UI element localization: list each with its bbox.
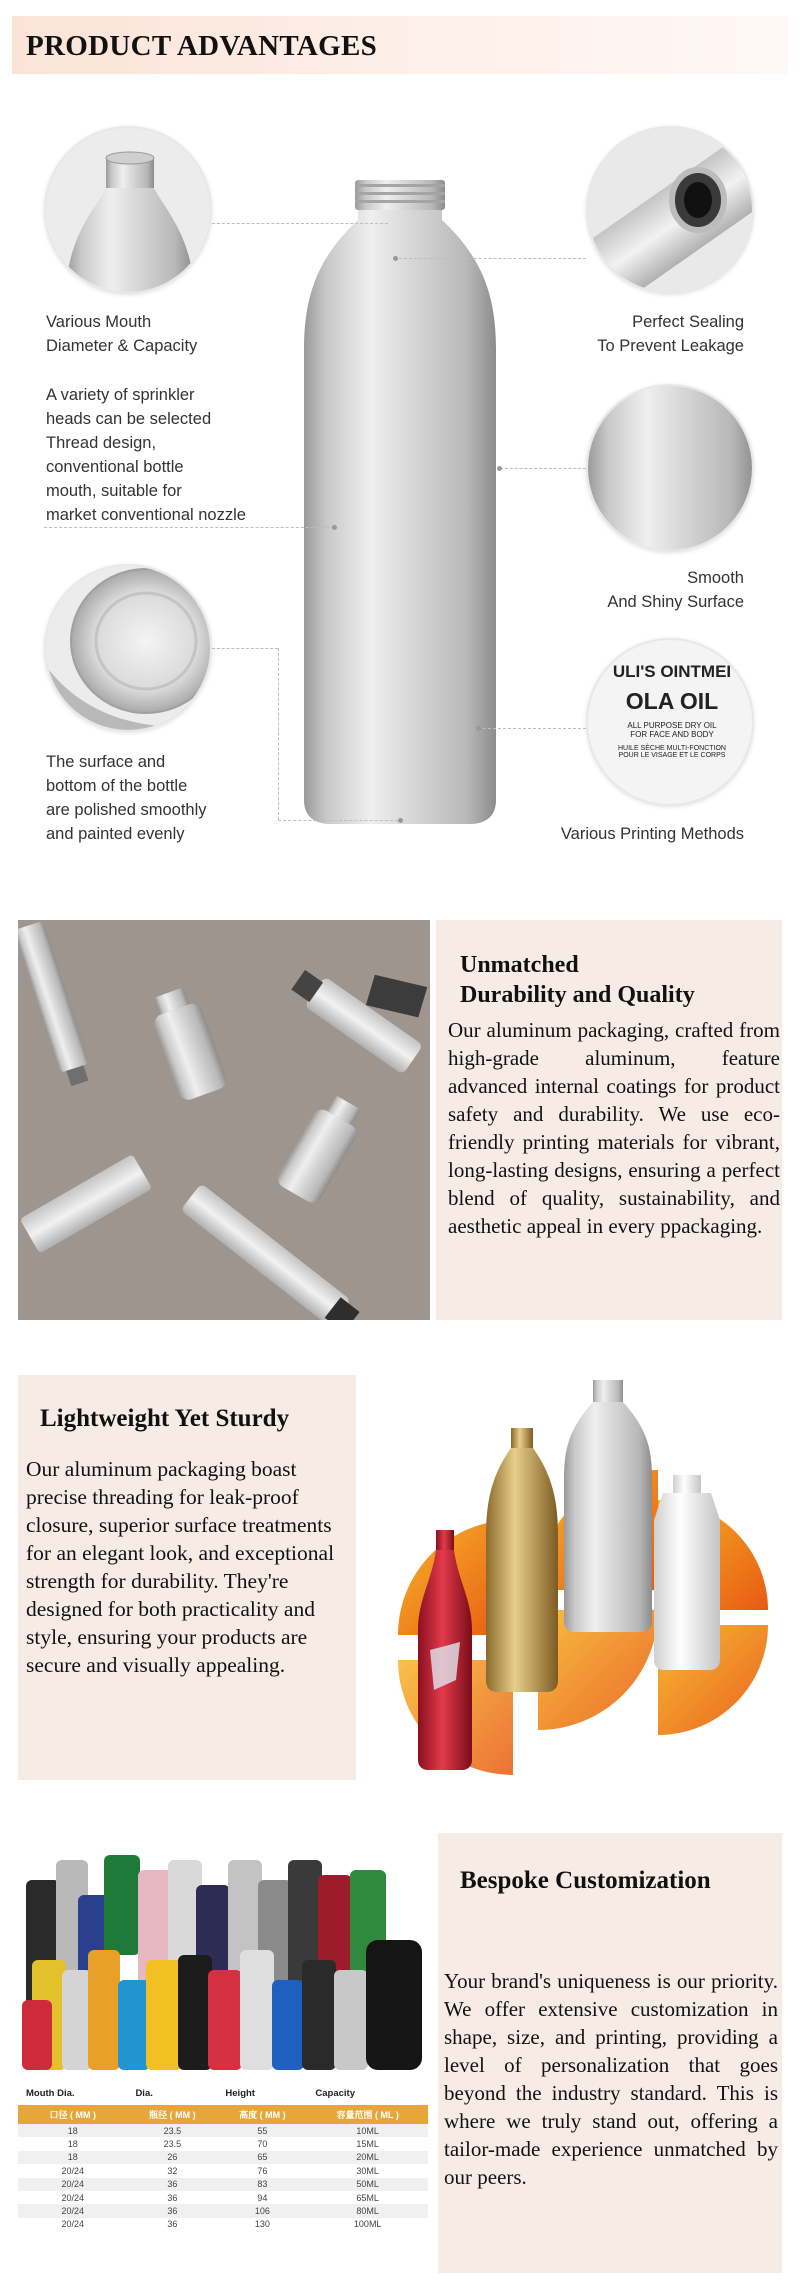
leader-dot (476, 726, 481, 731)
table-row (18, 2124, 428, 2137)
label-line-1: ULI'S OINTMEI (612, 662, 732, 681)
spec-table (18, 2082, 428, 2231)
aluminum-bottle-image (300, 180, 500, 825)
sealing-detail-image (586, 126, 754, 294)
table-cell: 80ML (307, 2204, 428, 2217)
section-header (12, 16, 788, 74)
table-cell: 32 (167, 2165, 178, 2176)
table-cell: 55 (217, 2124, 307, 2137)
mouth-feature-text: Various Mouth Diameter & Capacity (46, 313, 198, 355)
table-cell: 18 (18, 2124, 127, 2137)
lightweight-body: Our aluminum packaging boast precise threading for leak-proof closure, superior surface treatments for an elegant look, and exceptional strength for durability. They're designed for both practicality and style, ensuring your products are secure and visually appealing. (26, 1457, 335, 1677)
table-cell: 20/24 (61, 2165, 84, 2176)
bespoke-panel (438, 1833, 782, 2273)
table-cell: 20/24 (61, 2219, 84, 2230)
label-line-6: POUR LE VISAGE ET LE CORPS (618, 752, 726, 759)
table-cell: 23.5 (163, 2139, 182, 2150)
table-cell: 36 (167, 2219, 178, 2230)
table-row (18, 2178, 428, 2191)
leader-line (500, 468, 586, 469)
bespoke-product-photo (18, 1840, 428, 2080)
table-cell: 50ML (307, 2178, 428, 2191)
table-cell: 30ML (356, 2165, 379, 2176)
table-cell: 106 (217, 2204, 307, 2217)
label-line-4: FOR FACE AND BODY (630, 730, 714, 739)
table-cell: 65 (217, 2151, 307, 2164)
lightweight-product-photo (398, 1380, 778, 1780)
durability-body: Our aluminum packaging, crafted from high-grade aluminum, feature advanced internal coatings for product safety and durability. We use eco-friendly printing materials for vibrant, long-lasting designs, ensuring a perfect blend of quality, sustainability, and aesthetic appeal in every ppackaging. (448, 1018, 780, 1238)
table-cell: 76 (257, 2165, 268, 2176)
bottom-feature-text: The surface and bottom of the bottle are polished smoothly and painted evenly (46, 753, 207, 843)
spec-table-header (18, 2082, 428, 2105)
mouth-detail-image (44, 126, 212, 294)
surface-detail-image (586, 384, 754, 552)
table-row (18, 2164, 428, 2177)
leader-line (394, 258, 586, 259)
table-cell: 23.5 (127, 2124, 217, 2137)
table-cell: 20/24 (61, 2192, 84, 2203)
table-cell: 70 (257, 2139, 268, 2150)
spec-subheader-cell: 高度 ( MM ) (217, 2105, 307, 2124)
leader-dot (332, 525, 337, 530)
leader-line (278, 820, 398, 821)
table-cell: 65ML (356, 2192, 379, 2203)
table-cell: 20/24 (18, 2204, 127, 2217)
printing-detail-image (586, 638, 754, 806)
table-cell: 15ML (356, 2139, 379, 2150)
spec-header-height: Height (225, 2088, 255, 2099)
spec-subheader-cell: 容量范围 ( ML ) (307, 2105, 428, 2124)
table-row (18, 2151, 428, 2164)
sprinkler-feature-text: A variety of sprinkler heads can be selected Thread design, conventional bottle mouth, suitable for market conventional nozzle (46, 386, 246, 524)
surface-feature-text: Smooth And Shiny Surface (607, 569, 744, 611)
leader-dot (398, 818, 403, 823)
table-cell: 20ML (307, 2151, 428, 2164)
spec-header-capacity: Capacity (315, 2088, 355, 2099)
durability-title: Unmatched Durability and Quality (460, 952, 695, 1008)
sealing-feature-text: Perfect Sealing To Prevent Leakage (597, 313, 744, 355)
bespoke-body: Your brand's uniqueness is our priority. We offer extensive customization in shape, size, and printing, providing a level of personalization that goes beyond the industry standard. This is where we truly stand out, offering a tailor-made experience unmatched by our peers. (444, 1969, 778, 2189)
table-row (18, 2191, 428, 2204)
leader-dot (393, 256, 398, 261)
leader-line (278, 648, 279, 820)
spec-header-mouth: Mouth Dia. (26, 2088, 75, 2099)
spec-table-subheader (18, 2105, 428, 2124)
table-cell: 94 (257, 2192, 268, 2203)
table-row (18, 2204, 428, 2217)
spec-subheader-cell: 口径 ( MM ) (18, 2105, 127, 2124)
table-cell: 10ML (307, 2124, 428, 2137)
printing-feature-text: Various Printing Methods (560, 825, 744, 843)
bespoke-title: Bespoke Customization (460, 1867, 711, 1894)
label-line-2: OLA OIL (625, 688, 719, 714)
page-title: PRODUCT ADVANTAGES (26, 30, 378, 62)
label-line-5: HUILE SÈCHE MULTI-FONCTION (618, 745, 726, 752)
table-cell: 36 (127, 2178, 217, 2191)
table-row (18, 2137, 428, 2150)
lightweight-panel (18, 1375, 356, 1780)
table-cell: 18 (67, 2139, 78, 2150)
leader-line (212, 648, 278, 649)
durability-panel (436, 920, 782, 1320)
durability-product-photo (18, 920, 430, 1320)
table-row (18, 2218, 428, 2231)
lightweight-title: Lightweight Yet Sturdy (40, 1405, 290, 1432)
leader-line (478, 728, 586, 729)
table-cell: 130 (254, 2219, 270, 2230)
label-line-3: ALL PURPOSE DRY OIL (627, 721, 717, 730)
table-cell: 36 (127, 2204, 217, 2217)
leader-dot (497, 466, 502, 471)
table-cell: 83 (217, 2178, 307, 2191)
table-cell: 36 (167, 2192, 178, 2203)
table-cell: 26 (127, 2151, 217, 2164)
table-cell: 18 (18, 2151, 127, 2164)
bottom-detail-image (44, 564, 212, 732)
table-cell: 20/24 (18, 2178, 127, 2191)
leader-line (212, 223, 388, 224)
leader-line (44, 527, 334, 528)
table-cell: 100ML (353, 2219, 382, 2230)
spec-subheader-cell: 瓶径 ( MM ) (127, 2105, 217, 2124)
spec-header-dia: Dia. (135, 2088, 153, 2099)
